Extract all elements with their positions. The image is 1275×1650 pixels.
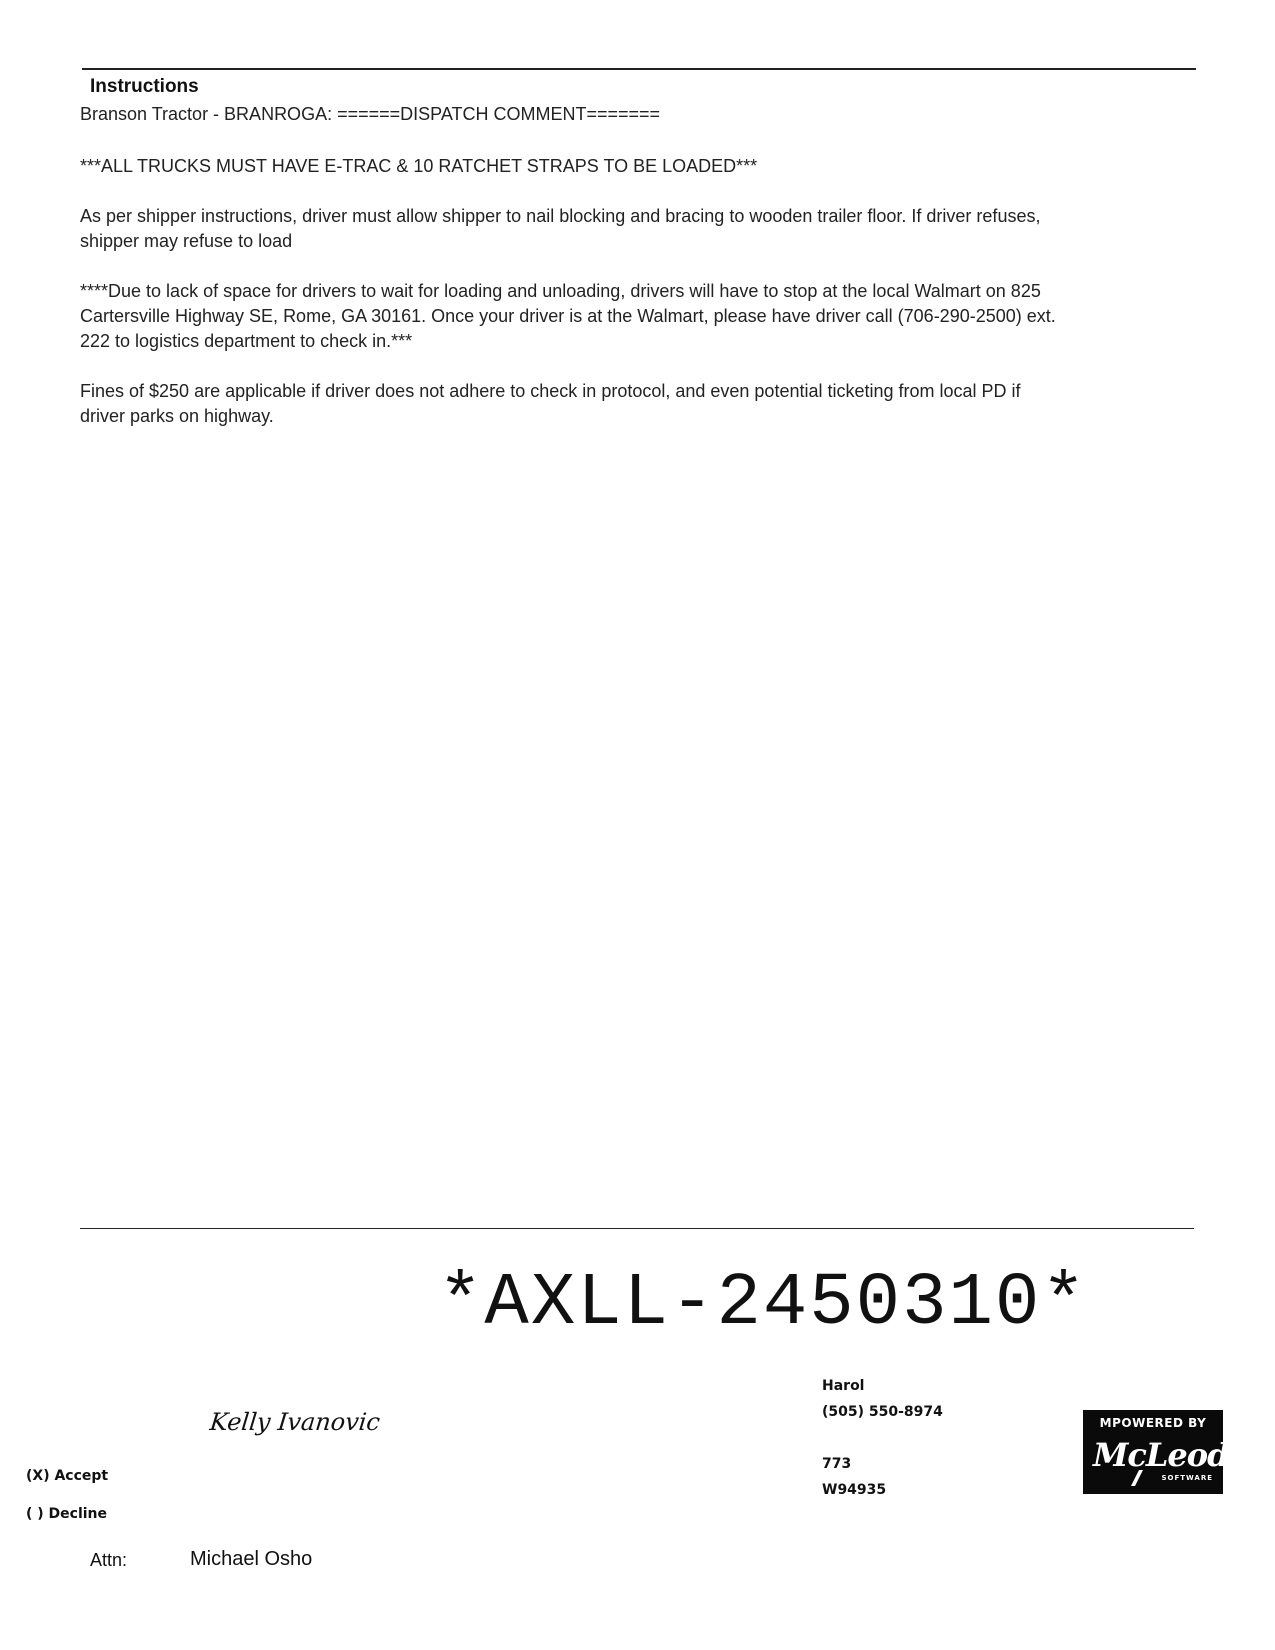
instructions-heading: Instructions — [90, 76, 199, 97]
contact-code: 773 — [822, 1456, 852, 1472]
contact-phone: (505) 550-8974 — [822, 1404, 943, 1420]
contact-reference: W94935 — [822, 1482, 887, 1498]
bottom-divider — [80, 1228, 1194, 1229]
mcleod-logo — [1083, 1410, 1229, 1494]
instruction-paragraph: Fines of $250 are applicable if driver does not adhere to check in protocol, and even potential ticketing from local PD if driver parks on highway. — [80, 381, 1021, 426]
instruction-paragraph: ***ALL TRUCKS MUST HAVE E-TRAC & 10 RATCHET STRAPS TO BE LOADED*** — [80, 156, 758, 176]
instruction-paragraph: As per shipper instructions, driver must allow shipper to nail blocking and bracing to wooden trailer floor. If driver refuses, shipper may refuse to load — [80, 206, 1041, 251]
instructions-body — [80, 102, 1070, 454]
instruction-paragraph: Branson Tractor - BRANROGA: ======DISPATCH COMMENT======= — [80, 104, 661, 124]
accept-option[interactable]: (X) Accept — [26, 1468, 109, 1484]
top-divider — [82, 68, 1196, 70]
signature: Kelly Ivanovic — [208, 1408, 382, 1436]
logo-subtext: SOFTWARE — [1161, 1474, 1213, 1482]
decline-option[interactable]: ( ) Decline — [26, 1506, 108, 1522]
instruction-paragraph: ****Due to lack of space for drivers to wait for loading and unloading, drivers will have to stop at the local Walmart on 825 Cartersville Highway SE, Rome, GA 30161. Once your driver is at the Walmart, please have driver call (706-290-2500) ext. 222 to logistics department to check in.*** — [80, 281, 1056, 351]
barcode-label: *AXLL-2450310* — [438, 1262, 1088, 1346]
logo-tagline: MPOWERED BY — [1099, 1416, 1207, 1430]
logo-brand: McLeod — [1093, 1436, 1229, 1474]
attn-name: Michael Osho — [190, 1548, 313, 1570]
logo-slash-icon — [1131, 1470, 1143, 1486]
attn-label: Attn: — [90, 1550, 128, 1570]
contact-name: Harol — [822, 1378, 865, 1394]
